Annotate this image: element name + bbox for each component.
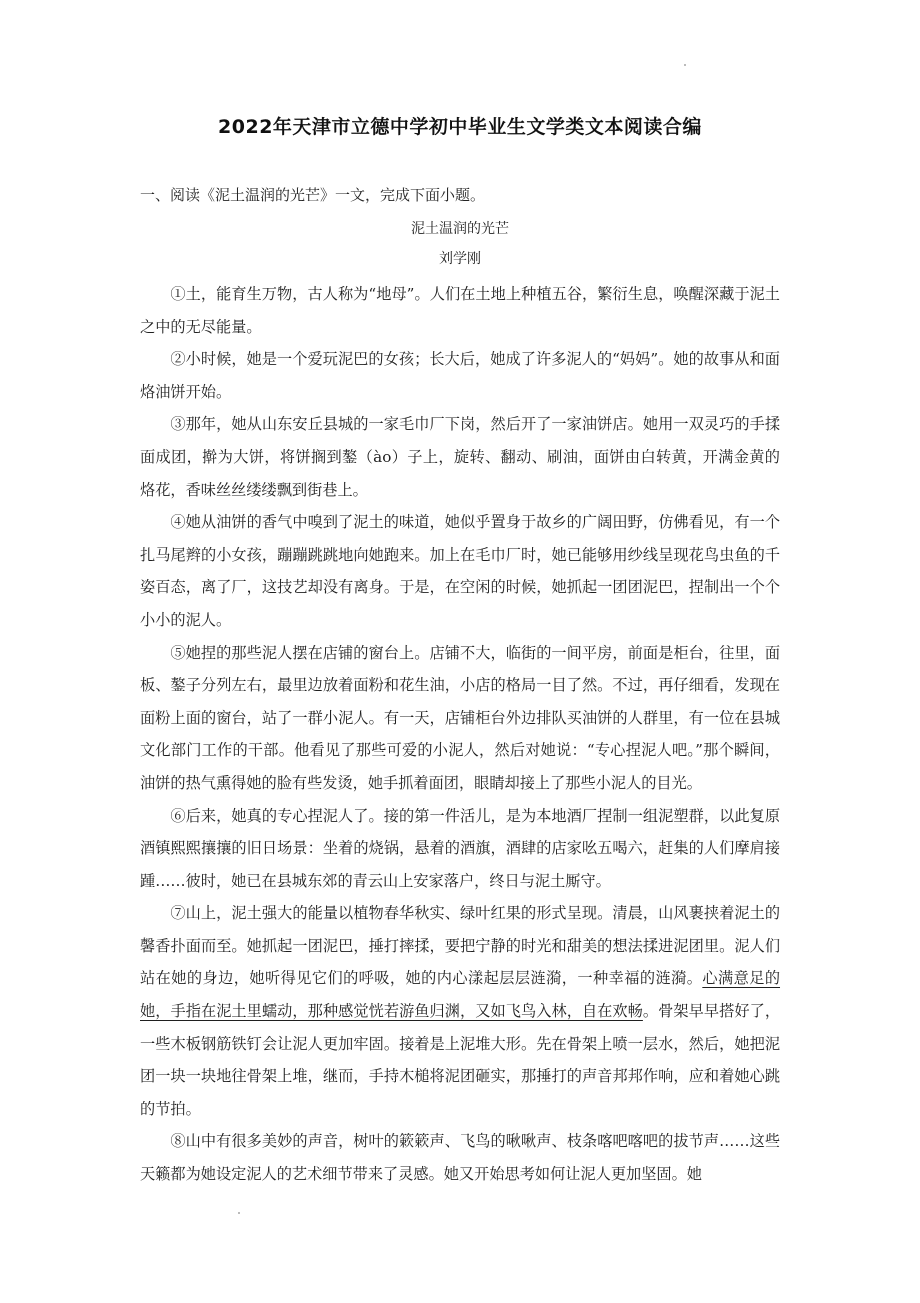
underlined-sentence: 心满意足的她，手指在泥土里蠕动，那种感觉恍若游鱼归渊，又如飞鸟入林，自在欢畅 [140,969,781,1021]
article-title: 泥土温润的光芒 [411,221,509,237]
scan-speck [238,1212,240,1214]
paragraph-8: ⑧山中有很多美妙的声音，树叶的簌簌声、飞鸟的啾啾声、枝条喀吧喀吧的拔节声……这些天籁都为她设定泥人的艺术细节带来了灵感。她又开始思考如何让泥人更加坚固。她 [140,1132,780,1184]
paragraph-5: ⑤她捏的那些泥人摆在店铺的窗台上。店铺不大，临街的一间平房，前面是柜台，往里，面板、鏊子分列左右，最里边放着面粉和花生油，小店的格局一目了然。不过，再仔细看，发现在面粉上面的窗台，站了一群小泥人。有一天，店铺柜台外边排队买油饼的人群里，有一位在县城文化部门工作的干部。他看见了那些可爱的小泥人，然后对她说：“专心捏泥人吧。”那个瞬间，油饼的热气熏得她的脸有些发烫，她手抓着面团，眼睛却接上了那些小泥人的目光。 [140,643,780,792]
paragraph-1: ①土，能育生万物，古人称为“地母”。人们在土地上种植五谷，繁衍生息，唤醒深藏于泥土之中的无尽能量。 [140,285,780,336]
question-prompt: 一、阅读《泥土温润的光芒》一文，完成下面小题。 [140,186,486,204]
paragraph-7-text-a: ⑦山上，泥土强大的能量以植物春华秋实、绿叶红果的形式呈现。清晨，山风裹挟着泥土的馨香扑面而至。她抓起一团泥巴，捶打摔揉，要把宁静的时光和甜美的想法揉进泥团里。泥人们站在她的身边，她听得见它们的呼吸，她的内心漾起层层涟漪，一种幸福的涟漪。 [140,904,780,988]
article-body [140,278,780,1191]
scan-speck [684,64,686,66]
paragraph-7-text-b: 。骨架早早搭好了，一些木板钢筋铁钉会让泥人更加牢固。接着是上泥堆大形。先在骨架上喷一层水，然后，她把泥团一块一块地往骨架上堆，继而，手持木槌将泥团砸实，那捶打的声音邦邦作响，应和着她心跳的节拍。 [140,1002,781,1118]
paragraph-7 [140,897,780,1125]
document-title: 2022年天津市立德中学初中毕业生文学类文本阅读合编 [218,116,702,138]
paragraph-3: ③那年，她从山东安丘县城的一家毛巾厂下岗，然后开了一家油饼店。她用一双灵巧的手揉面成团，擀为大饼，将饼搁到鏊（ào）子上，旋转、翻动、刷油，面饼由白转黄，开满金黄的烙花，香味丝丝缕缕飘到街巷上。 [140,415,780,499]
article-author: 刘学刚 [439,251,481,267]
paragraph-2: ②小时候，她是一个爱玩泥巴的女孩；长大后，她成了许多泥人的“妈妈”。她的故事从和面烙油饼开始。 [140,350,780,401]
paragraph-4: ④她从油饼的香气中嗅到了泥土的味道，她似乎置身于故乡的广阔田野，仿佛看见，有一个扎马尾辫的小女孩，蹦蹦跳跳地向她跑来。加上在毛巾厂时，她已能够用纱线呈现花鸟虫鱼的千姿百态，离了厂，这技艺却没有离身。于是，在空闲的时候，她抓起一团团泥巴，捏制出一个个小小的泥人。 [140,513,780,629]
paragraph-6: ⑥后来，她真的专心捏泥人了。接的第一件活儿，是为本地酒厂捏制一组泥塑群，以此复原酒镇熙熙攘攘的旧日场景：坐着的烧锅，悬着的酒旗，酒肆的店家吆五喝六，赶集的人们摩肩接踵……彼时，她已在县城东郊的青云山上安家落户，终日与泥土厮守。 [140,806,780,890]
